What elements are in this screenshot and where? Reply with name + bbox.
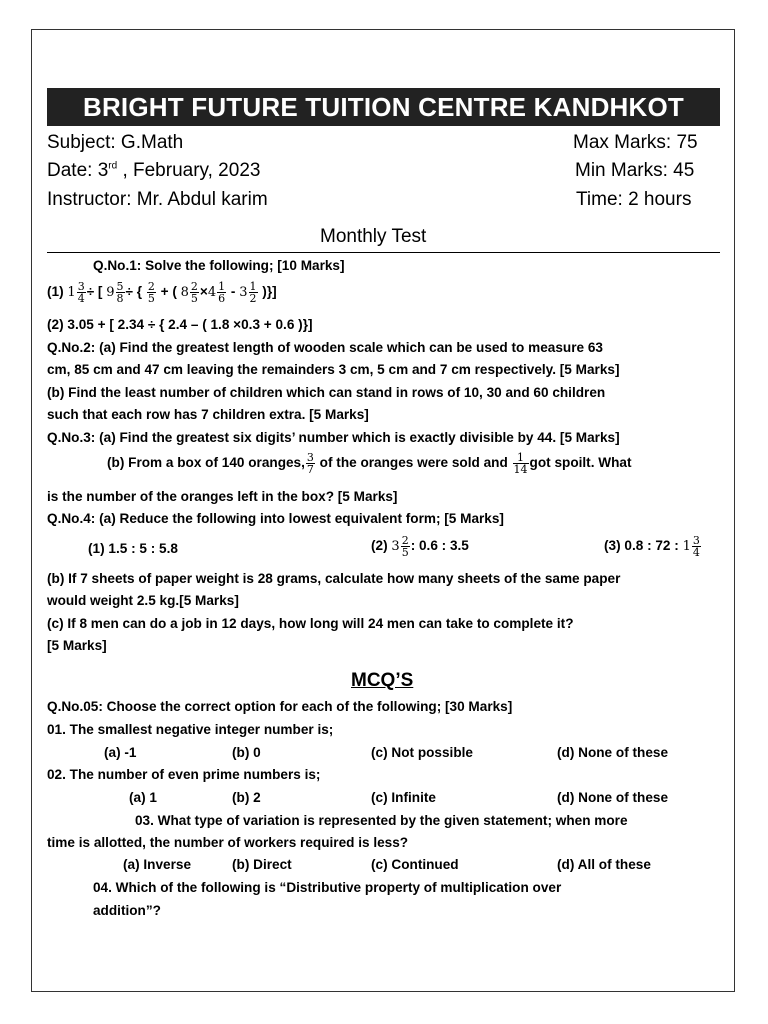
q2-b-line1: (b) Find the least number of children which can stand in rows of 10, 30 and 60 children bbox=[47, 385, 606, 400]
mcq-q01-option-c: (c) Not possible bbox=[371, 745, 473, 760]
mcq-q04-line1: 04. Which of the following is “Distributive property of multiplication over bbox=[93, 880, 562, 895]
mcq-q01-option-d: (d) None of these bbox=[557, 745, 669, 760]
date-label: Date: 3rd , February, 2023 bbox=[47, 160, 261, 181]
max-marks: Max Marks: 75 bbox=[573, 132, 698, 153]
mcq-q02-option-c: (c) Infinite bbox=[371, 790, 436, 805]
mcq-q04-line2: addition”? bbox=[93, 903, 161, 918]
q3-b-line2: is the number of the oranges left in the box? [5 Marks] bbox=[47, 489, 398, 504]
q4-a: Q.No.4: (a) Reduce the following into lowest equivalent form; [5 Marks] bbox=[47, 511, 504, 526]
q4-ratio-1: (1) 1.5 : 5 : 5.8 bbox=[88, 541, 178, 556]
q4-b-line1: (b) If 7 sheets of paper weight is 28 grams, calculate how many sheets of the same paper bbox=[47, 571, 621, 586]
instructor-label: Instructor: Mr. Abdul karim bbox=[47, 189, 268, 210]
mcq-q02-option-a: (a) 1 bbox=[129, 790, 157, 805]
q4-ratio-3: (3) 0.8 : 72 : 1 $\frac{3}{4}$ bbox=[604, 534, 700, 559]
q4-ratio-2: (2) 3 $\frac{2}{5}$ : 0.6 : 3.5 bbox=[371, 534, 469, 559]
q4-c-line2: [5 Marks] bbox=[47, 638, 107, 653]
mcq-title: MCQ’S bbox=[351, 670, 414, 691]
mcq-q01-option-b: (b) 0 bbox=[232, 745, 261, 760]
q2-a-line1: Q.No.2: (a) Find the greatest length of wooden scale which can be used to measure 63 bbox=[47, 340, 603, 355]
institute-banner: BRIGHT FUTURE TUITION CENTRE KANDHKOT bbox=[47, 88, 720, 126]
mcq-q03-option-b: (b) Direct bbox=[232, 857, 292, 872]
title-rule bbox=[47, 252, 720, 253]
min-marks: Min Marks: 45 bbox=[575, 160, 695, 181]
q4-b-line2: would weight 2.5 kg.[5 Marks] bbox=[47, 593, 239, 608]
q3-a: Q.No.3: (a) Find the greatest six digits’ number which is exactly divisible by 44. [5 Marks] bbox=[47, 430, 620, 445]
mcq-q03-line1: 03. What type of variation is represented by the given statement; when more bbox=[135, 813, 628, 828]
test-title: Monthly Test bbox=[320, 226, 427, 247]
subject-label: Subject: G.Math bbox=[47, 132, 184, 153]
mcq-q01: 01. The smallest negative integer number is; bbox=[47, 722, 334, 737]
q1-heading: Q.No.1: Solve the following; [10 Marks] bbox=[93, 258, 345, 273]
q5-heading: Q.No.05: Choose the correct option for each of the following; [30 Marks] bbox=[47, 699, 513, 714]
q1-part2: (2) 3.05 + [ 2.34 ÷ { 2.4 – ( 1.8 ×0.3 + 0.6 )}] bbox=[47, 317, 313, 332]
mcq-q02-option-b: (b) 2 bbox=[232, 790, 261, 805]
q2-a-line2: cm, 85 cm and 47 cm leaving the remainders 3 cm, 5 cm and 7 cm respectively. [5 Marks] bbox=[47, 362, 620, 377]
q4-c-line1: (c) If 8 men can do a job in 12 days, how long will 24 men can take to complete it? bbox=[47, 616, 574, 631]
mcq-q03-option-d: (d) All of these bbox=[557, 857, 651, 872]
q2-b-line2: such that each row has 7 children extra. [5 Marks] bbox=[47, 407, 369, 422]
q1-part1: (1) 1 $\frac{3}{4}$ ÷ [ 9 $\frac{5}{8}$ ÷ { $\frac{2}{5}$ + ( 8 $\frac{2}{5}$ ×4 $\frac{1}{6}$ - 3 $\frac{1}{2}$ )}] bbox=[47, 280, 277, 305]
mcq-q01-option-a: (a) -1 bbox=[104, 745, 137, 760]
time-label: Time: 2 hours bbox=[576, 189, 692, 210]
mcq-q02-option-d: (d) None of these bbox=[557, 790, 669, 805]
mcq-q02: 02. The number of even prime numbers is; bbox=[47, 767, 321, 782]
mcq-q03-option-a: (a) Inverse bbox=[123, 857, 192, 872]
q3-b-line1: (b) From a box of 140 oranges, $\frac{3}{7}$ of the oranges were sold and $\frac{1}{14}$ got spoilt. What bbox=[107, 451, 632, 476]
mcq-q03-option-c: (c) Continued bbox=[371, 857, 459, 872]
mcq-q03-line2: time is allotted, the number of workers required is less? bbox=[47, 835, 409, 850]
